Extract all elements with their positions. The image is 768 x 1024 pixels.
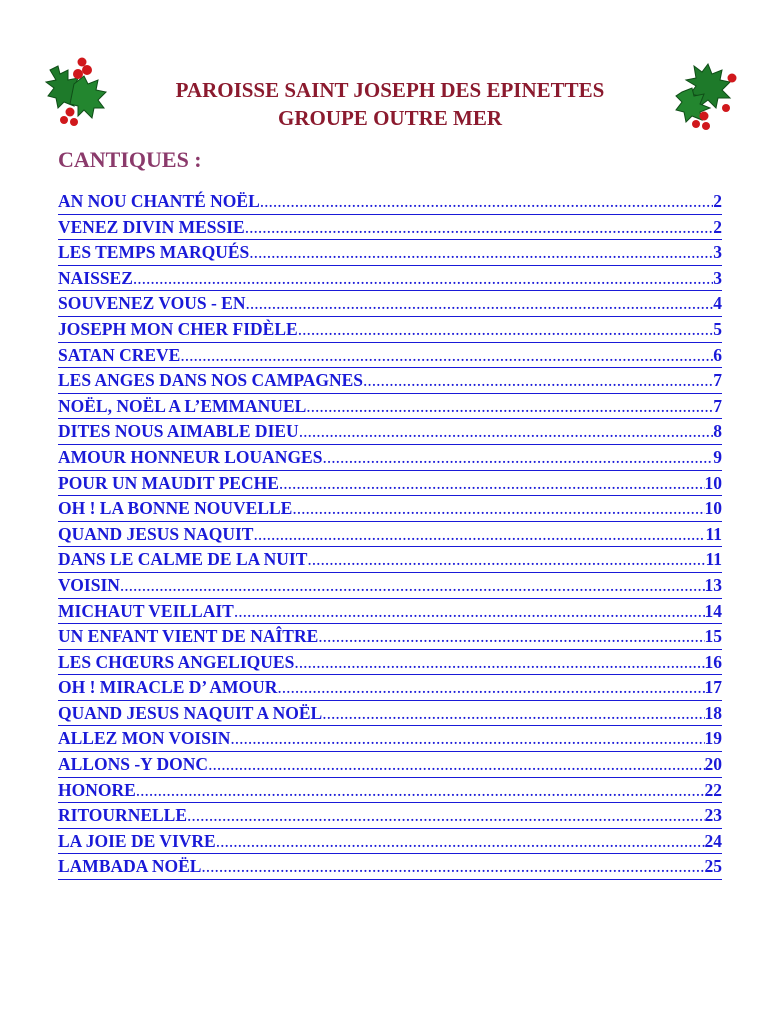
toc-entry-title: LAMBADA NOËL: [58, 856, 202, 877]
dot-leader: [201, 854, 704, 880]
dot-leader: [133, 266, 713, 292]
dot-leader: [180, 343, 713, 369]
toc-entry-title: VENEZ DIVIN MESSIE: [58, 216, 245, 237]
toc-entry-page: 20: [704, 754, 722, 775]
toc-entry-link[interactable]: [58, 650, 722, 676]
toc-entry-title: DITES NOUS AIMABLE DIEU: [58, 421, 299, 442]
toc-entry-link[interactable]: [58, 317, 722, 343]
toc-entry-link[interactable]: [58, 189, 722, 215]
toc-entry-page: 2: [713, 191, 722, 211]
toc-entry-link[interactable]: [58, 573, 722, 599]
dot-leader: [292, 496, 704, 522]
dot-leader: [245, 215, 714, 241]
toc-entry-page: 3: [713, 267, 722, 288]
toc-entry-title: LES CHŒURS ANGELIQUES: [58, 651, 295, 672]
toc-entry-page: 8: [713, 421, 722, 442]
dot-leader: [318, 624, 704, 650]
toc-entry-link[interactable]: [58, 394, 722, 420]
toc-entry-link[interactable]: [58, 419, 722, 445]
toc-entry-title: RITOURNELLE: [58, 805, 188, 826]
toc-entry-title: OH ! LA BONNE NOUVELLE: [58, 498, 293, 519]
section-title: CANTIQUES :: [58, 147, 202, 172]
dot-leader: [299, 419, 714, 445]
parish-name: PAROISSE SAINT JOSEPH DES EPINETTES: [175, 78, 605, 102]
toc-entry-page: 4: [713, 293, 722, 314]
toc-entry-link[interactable]: [58, 701, 722, 727]
toc-entry-link[interactable]: [58, 547, 722, 573]
toc-entry-title: SOUVENEZ VOUS - EN: [58, 293, 246, 314]
toc-entry-link[interactable]: [58, 624, 722, 650]
toc-entry-title: NOËL, NOËL A L’EMMANUEL: [58, 395, 307, 416]
toc-entry-link[interactable]: [58, 752, 722, 778]
toc-entry-page: 17: [704, 677, 722, 698]
toc-entry-page: 13: [704, 574, 722, 595]
toc-entry-title: POUR UN MAUDIT PECHE: [58, 472, 279, 493]
toc-entry-page: 22: [704, 779, 722, 800]
toc-entry-title: ALLONS -Y DONC: [58, 754, 209, 775]
toc-entry-link[interactable]: [58, 522, 722, 548]
toc-entry-page: 11: [705, 549, 722, 570]
toc-entry-page: 6: [713, 344, 722, 365]
dot-leader: [249, 240, 713, 266]
toc-entry-title: DANS LE CALME DE LA NUIT: [58, 549, 308, 570]
dot-leader: [306, 394, 713, 420]
dot-leader: [253, 522, 705, 548]
toc-entry-link[interactable]: [58, 854, 722, 880]
dot-leader: [260, 189, 713, 215]
toc-entry-link[interactable]: [58, 803, 722, 829]
toc-entry-page: 16: [704, 651, 722, 672]
dot-leader: [322, 701, 704, 727]
toc-entry-page: 24: [704, 830, 722, 851]
toc-entry-link[interactable]: [58, 343, 722, 369]
dot-leader: [230, 726, 704, 752]
dot-leader: [298, 317, 714, 343]
toc-entry-link[interactable]: [58, 368, 722, 394]
toc-entry-link[interactable]: [58, 599, 722, 625]
toc-entry-page: 11: [705, 523, 722, 544]
toc-entry-title: ALLEZ MON VOISIN: [58, 728, 231, 749]
table-of-contents: [58, 189, 722, 880]
toc-entry-link[interactable]: [58, 240, 722, 266]
toc-entry-link[interactable]: [58, 215, 722, 241]
dot-leader: [208, 752, 704, 778]
document-header: [0, 76, 768, 132]
dot-leader: [187, 803, 704, 829]
toc-entry-title: MICHAUT VEILLAIT: [58, 600, 234, 621]
dot-leader: [307, 547, 705, 573]
toc-entry-title: QUAND JESUS NAQUIT A NOËL: [58, 702, 323, 723]
toc-entry-link[interactable]: [58, 445, 722, 471]
toc-entry-page: 23: [704, 805, 722, 826]
toc-entry-link[interactable]: [58, 496, 722, 522]
dot-leader: [120, 573, 705, 599]
toc-entry-page: 10: [704, 498, 722, 519]
toc-entry-title: QUAND JESUS NAQUIT: [58, 523, 254, 544]
dot-leader: [136, 778, 705, 804]
toc-entry-title: VOISIN: [58, 574, 120, 595]
toc-entry-link[interactable]: [58, 726, 722, 752]
toc-entry-page: 7: [713, 395, 722, 416]
dot-leader: [277, 675, 704, 701]
toc-entry-title: AMOUR HONNEUR LOUANGES: [58, 446, 323, 467]
toc-entry-page: 7: [713, 370, 722, 391]
toc-entry-title: AN NOU CHANTÉ NOËL: [58, 191, 260, 211]
toc-entry-link[interactable]: [58, 675, 722, 701]
dot-leader: [363, 368, 713, 394]
toc-entry-link[interactable]: [58, 291, 722, 317]
toc-entry-title: JOSEPH MON CHER FIDÈLE: [58, 318, 298, 339]
toc-entry-title: HONORE: [58, 779, 136, 800]
dot-leader: [246, 291, 714, 317]
toc-entry-title: NAISSEZ: [58, 267, 133, 288]
dot-leader: [294, 650, 704, 676]
toc-entry-page: 18: [704, 702, 722, 723]
toc-entry-title: SATAN CREVE: [58, 344, 181, 365]
toc-entry-page: 9: [713, 446, 722, 467]
toc-entry-page: 19: [704, 728, 722, 749]
toc-entry-page: 3: [713, 242, 722, 263]
toc-entry-title: LES TEMPS MARQUÉS: [58, 242, 250, 263]
dot-leader: [322, 445, 713, 471]
dot-leader: [234, 599, 705, 625]
toc-entry-link[interactable]: [58, 471, 722, 497]
toc-entry-page: 25: [704, 856, 722, 877]
group-name: GROUPE OUTRE MER: [277, 106, 502, 130]
toc-entry-link[interactable]: [58, 829, 722, 855]
toc-entry-page: 10: [704, 472, 722, 493]
dot-leader: [279, 471, 705, 497]
toc-entry-title: LES ANGES DANS NOS CAMPAGNES: [58, 370, 364, 391]
toc-entry-link[interactable]: [58, 778, 722, 804]
toc-entry-title: OH ! MIRACLE D’ AMOUR: [58, 677, 278, 698]
toc-entry-page: 15: [704, 626, 722, 647]
toc-entry-title: UN ENFANT VIENT DE NAÎTRE: [58, 626, 319, 647]
toc-entry-page: 2: [713, 216, 722, 237]
toc-entry-page: 5: [713, 318, 722, 339]
dot-leader: [216, 829, 705, 855]
toc-entry-link[interactable]: [58, 266, 722, 292]
toc-entry-page: 14: [704, 600, 722, 621]
toc-entry-title: LA JOIE DE VIVRE: [58, 830, 216, 851]
